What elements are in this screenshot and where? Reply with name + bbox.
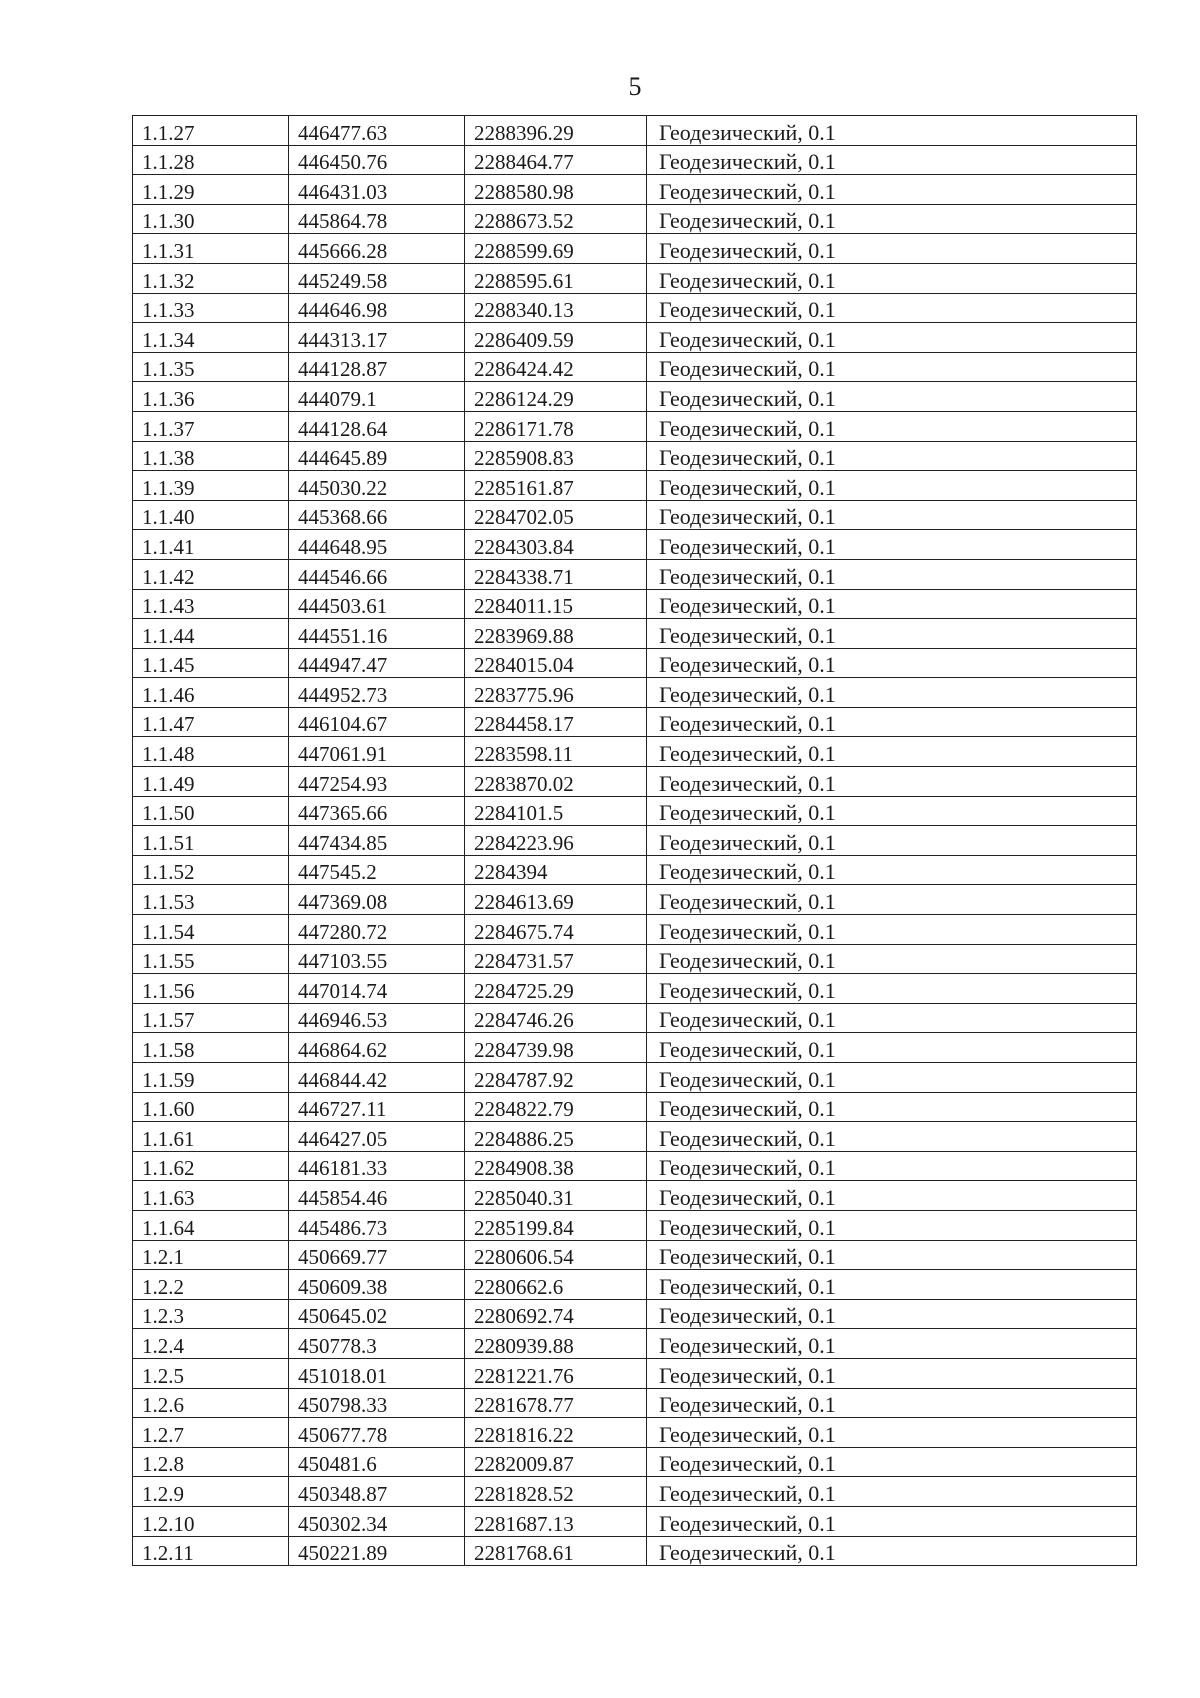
method-accuracy-cell: Геодезический, 0.1 (647, 471, 1137, 501)
table-row (133, 263, 1137, 293)
method-accuracy-cell: Геодезический, 0.1 (647, 234, 1137, 264)
method-accuracy-cell: Геодезический, 0.1 (647, 974, 1137, 1004)
page-number: 5 (628, 72, 642, 101)
method-accuracy-cell: Геодезический, 0.1 (647, 678, 1137, 708)
y-coordinate-cell: 2281678.77 (465, 1388, 647, 1418)
y-coordinate-cell: 2282009.87 (465, 1447, 647, 1477)
x-coordinate-cell: 447434.85 (289, 826, 465, 856)
table-row (133, 559, 1137, 589)
table-row (133, 411, 1137, 441)
x-coordinate-cell: 450302.34 (289, 1506, 465, 1536)
x-coordinate-cell: 446431.03 (289, 175, 465, 205)
y-coordinate-cell: 2286409.59 (465, 323, 647, 353)
method-accuracy-cell: Геодезический, 0.1 (647, 1151, 1137, 1181)
x-coordinate-cell: 444503.61 (289, 589, 465, 619)
table-row (133, 1151, 1137, 1181)
point-number-cell: 1.2.7 (133, 1418, 289, 1448)
table-row (133, 737, 1137, 767)
method-accuracy-cell: Геодезический, 0.1 (647, 1447, 1137, 1477)
method-accuracy-cell: Геодезический, 0.1 (647, 1003, 1137, 1033)
y-coordinate-cell: 2284613.69 (465, 885, 647, 915)
point-number-cell: 1.1.28 (133, 145, 289, 175)
method-accuracy-cell: Геодезический, 0.1 (647, 441, 1137, 471)
method-accuracy-cell: Геодезический, 0.1 (647, 1329, 1137, 1359)
point-number-cell: 1.1.49 (133, 767, 289, 797)
table-row (133, 323, 1137, 353)
table-row (133, 1122, 1137, 1152)
point-number-cell: 1.2.8 (133, 1447, 289, 1477)
y-coordinate-cell: 2288340.13 (465, 293, 647, 323)
x-coordinate-cell: 446477.63 (289, 116, 465, 146)
point-number-cell: 1.2.2 (133, 1270, 289, 1300)
x-coordinate-cell: 447014.74 (289, 974, 465, 1004)
y-coordinate-cell: 2284015.04 (465, 648, 647, 678)
y-coordinate-cell: 2280662.6 (465, 1270, 647, 1300)
table-row (133, 678, 1137, 708)
y-coordinate-cell: 2288464.77 (465, 145, 647, 175)
y-coordinate-cell: 2284702.05 (465, 500, 647, 530)
point-number-cell: 1.1.37 (133, 411, 289, 441)
table-row (133, 796, 1137, 826)
table-row (133, 1299, 1137, 1329)
point-number-cell: 1.1.35 (133, 352, 289, 382)
table-row (133, 175, 1137, 205)
method-accuracy-cell: Геодезический, 0.1 (647, 1477, 1137, 1507)
point-number-cell: 1.1.60 (133, 1092, 289, 1122)
point-number-cell: 1.1.27 (133, 116, 289, 146)
table-row (133, 1092, 1137, 1122)
point-number-cell: 1.1.53 (133, 885, 289, 915)
y-coordinate-cell: 2285199.84 (465, 1210, 647, 1240)
point-number-cell: 1.1.44 (133, 619, 289, 649)
point-number-cell: 1.1.61 (133, 1122, 289, 1152)
method-accuracy-cell: Геодезический, 0.1 (647, 116, 1137, 146)
y-coordinate-cell: 2281828.52 (465, 1477, 647, 1507)
table-row (133, 145, 1137, 175)
method-accuracy-cell: Геодезический, 0.1 (647, 145, 1137, 175)
point-number-cell: 1.1.32 (133, 263, 289, 293)
point-number-cell: 1.1.31 (133, 234, 289, 264)
method-accuracy-cell: Геодезический, 0.1 (647, 411, 1137, 441)
y-coordinate-cell: 2284101.5 (465, 796, 647, 826)
table-row (133, 1181, 1137, 1211)
point-number-cell: 1.1.34 (133, 323, 289, 353)
x-coordinate-cell: 445249.58 (289, 263, 465, 293)
y-coordinate-cell: 2280939.88 (465, 1329, 647, 1359)
point-number-cell: 1.1.29 (133, 175, 289, 205)
x-coordinate-cell: 444947.47 (289, 648, 465, 678)
method-accuracy-cell: Геодезический, 0.1 (647, 1210, 1137, 1240)
table-row (133, 855, 1137, 885)
table-row (133, 767, 1137, 797)
method-accuracy-cell: Геодезический, 0.1 (647, 737, 1137, 767)
x-coordinate-cell: 445666.28 (289, 234, 465, 264)
y-coordinate-cell: 2284787.92 (465, 1063, 647, 1093)
y-coordinate-cell: 2284739.98 (465, 1033, 647, 1063)
x-coordinate-cell: 447280.72 (289, 915, 465, 945)
point-number-cell: 1.1.63 (133, 1181, 289, 1211)
method-accuracy-cell: Геодезический, 0.1 (647, 1033, 1137, 1063)
point-number-cell: 1.1.38 (133, 441, 289, 471)
method-accuracy-cell: Геодезический, 0.1 (647, 1122, 1137, 1152)
table-row (133, 1240, 1137, 1270)
x-coordinate-cell: 446844.42 (289, 1063, 465, 1093)
point-number-cell: 1.1.51 (133, 826, 289, 856)
method-accuracy-cell: Геодезический, 0.1 (647, 1092, 1137, 1122)
method-accuracy-cell: Геодезический, 0.1 (647, 589, 1137, 619)
y-coordinate-cell: 2281687.13 (465, 1506, 647, 1536)
y-coordinate-cell: 2280606.54 (465, 1240, 647, 1270)
point-number-cell: 1.1.30 (133, 204, 289, 234)
x-coordinate-cell: 445486.73 (289, 1210, 465, 1240)
point-number-cell: 1.1.57 (133, 1003, 289, 1033)
x-coordinate-cell: 450778.3 (289, 1329, 465, 1359)
method-accuracy-cell: Геодезический, 0.1 (647, 1418, 1137, 1448)
table-row (133, 1536, 1137, 1566)
x-coordinate-cell: 444551.16 (289, 619, 465, 649)
x-coordinate-cell: 450348.87 (289, 1477, 465, 1507)
x-coordinate-cell: 444648.95 (289, 530, 465, 560)
method-accuracy-cell: Геодезический, 0.1 (647, 175, 1137, 205)
table-row (133, 619, 1137, 649)
table-row (133, 826, 1137, 856)
method-accuracy-cell: Геодезический, 0.1 (647, 885, 1137, 915)
table-row (133, 1447, 1137, 1477)
coordinates-table-body (133, 116, 1137, 1566)
method-accuracy-cell: Геодезический, 0.1 (647, 1063, 1137, 1093)
table-row (133, 707, 1137, 737)
x-coordinate-cell: 444313.17 (289, 323, 465, 353)
table-row (133, 1063, 1137, 1093)
x-coordinate-cell: 447365.66 (289, 796, 465, 826)
method-accuracy-cell: Геодезический, 0.1 (647, 293, 1137, 323)
y-coordinate-cell: 2288599.69 (465, 234, 647, 264)
table-row (133, 589, 1137, 619)
x-coordinate-cell: 445864.78 (289, 204, 465, 234)
table-row (133, 1477, 1137, 1507)
table-row (133, 116, 1137, 146)
method-accuracy-cell: Геодезический, 0.1 (647, 352, 1137, 382)
x-coordinate-cell: 450481.6 (289, 1447, 465, 1477)
y-coordinate-cell: 2284223.96 (465, 826, 647, 856)
x-coordinate-cell: 444645.89 (289, 441, 465, 471)
y-coordinate-cell: 2288396.29 (465, 116, 647, 146)
y-coordinate-cell: 2283969.88 (465, 619, 647, 649)
table-row (133, 1388, 1137, 1418)
x-coordinate-cell: 445030.22 (289, 471, 465, 501)
method-accuracy-cell: Геодезический, 0.1 (647, 323, 1137, 353)
y-coordinate-cell: 2284886.25 (465, 1122, 647, 1152)
method-accuracy-cell: Геодезический, 0.1 (647, 855, 1137, 885)
table-row (133, 234, 1137, 264)
y-coordinate-cell: 2284725.29 (465, 974, 647, 1004)
method-accuracy-cell: Геодезический, 0.1 (647, 1181, 1137, 1211)
x-coordinate-cell: 450221.89 (289, 1536, 465, 1566)
method-accuracy-cell: Геодезический, 0.1 (647, 263, 1137, 293)
point-number-cell: 1.2.10 (133, 1506, 289, 1536)
x-coordinate-cell: 445854.46 (289, 1181, 465, 1211)
point-number-cell: 1.1.54 (133, 915, 289, 945)
x-coordinate-cell: 450677.78 (289, 1418, 465, 1448)
point-number-cell: 1.1.59 (133, 1063, 289, 1093)
x-coordinate-cell: 450798.33 (289, 1388, 465, 1418)
x-coordinate-cell: 447061.91 (289, 737, 465, 767)
table-row (133, 441, 1137, 471)
point-number-cell: 1.2.9 (133, 1477, 289, 1507)
x-coordinate-cell: 450645.02 (289, 1299, 465, 1329)
table-row (133, 944, 1137, 974)
point-number-cell: 1.1.62 (133, 1151, 289, 1181)
point-number-cell: 1.1.52 (133, 855, 289, 885)
point-number-cell: 1.1.45 (133, 648, 289, 678)
point-number-cell: 1.1.46 (133, 678, 289, 708)
table-row (133, 530, 1137, 560)
y-coordinate-cell: 2283870.02 (465, 767, 647, 797)
method-accuracy-cell: Геодезический, 0.1 (647, 619, 1137, 649)
method-accuracy-cell: Геодезический, 0.1 (647, 826, 1137, 856)
coordinates-table (132, 115, 1137, 1566)
x-coordinate-cell: 447369.08 (289, 885, 465, 915)
method-accuracy-cell: Геодезический, 0.1 (647, 915, 1137, 945)
x-coordinate-cell: 444079.1 (289, 382, 465, 412)
x-coordinate-cell: 447545.2 (289, 855, 465, 885)
x-coordinate-cell: 444646.98 (289, 293, 465, 323)
point-number-cell: 1.1.33 (133, 293, 289, 323)
method-accuracy-cell: Геодезический, 0.1 (647, 944, 1137, 974)
x-coordinate-cell: 446864.62 (289, 1033, 465, 1063)
x-coordinate-cell: 446104.67 (289, 707, 465, 737)
point-number-cell: 1.1.55 (133, 944, 289, 974)
x-coordinate-cell: 450669.77 (289, 1240, 465, 1270)
table-row (133, 500, 1137, 530)
method-accuracy-cell: Геодезический, 0.1 (647, 707, 1137, 737)
y-coordinate-cell: 2281768.61 (465, 1536, 647, 1566)
point-number-cell: 1.1.36 (133, 382, 289, 412)
x-coordinate-cell: 446427.05 (289, 1122, 465, 1152)
y-coordinate-cell: 2285040.31 (465, 1181, 647, 1211)
x-coordinate-cell: 446946.53 (289, 1003, 465, 1033)
table-row (133, 1270, 1137, 1300)
method-accuracy-cell: Геодезический, 0.1 (647, 1388, 1137, 1418)
point-number-cell: 1.2.4 (133, 1329, 289, 1359)
x-coordinate-cell: 444128.87 (289, 352, 465, 382)
method-accuracy-cell: Геодезический, 0.1 (647, 204, 1137, 234)
x-coordinate-cell: 445368.66 (289, 500, 465, 530)
y-coordinate-cell: 2285161.87 (465, 471, 647, 501)
point-number-cell: 1.1.47 (133, 707, 289, 737)
method-accuracy-cell: Геодезический, 0.1 (647, 1358, 1137, 1388)
y-coordinate-cell: 2284675.74 (465, 915, 647, 945)
x-coordinate-cell: 444952.73 (289, 678, 465, 708)
x-coordinate-cell: 451018.01 (289, 1358, 465, 1388)
y-coordinate-cell: 2288595.61 (465, 263, 647, 293)
point-number-cell: 1.1.58 (133, 1033, 289, 1063)
y-coordinate-cell: 2284338.71 (465, 559, 647, 589)
y-coordinate-cell: 2288673.52 (465, 204, 647, 234)
table-row (133, 1506, 1137, 1536)
method-accuracy-cell: Геодезический, 0.1 (647, 1270, 1137, 1300)
method-accuracy-cell: Геодезический, 0.1 (647, 530, 1137, 560)
point-number-cell: 1.1.42 (133, 559, 289, 589)
y-coordinate-cell: 2284394 (465, 855, 647, 885)
table-row (133, 293, 1137, 323)
method-accuracy-cell: Геодезический, 0.1 (647, 648, 1137, 678)
table-row (133, 1358, 1137, 1388)
point-number-cell: 1.2.5 (133, 1358, 289, 1388)
y-coordinate-cell: 2283598.11 (465, 737, 647, 767)
method-accuracy-cell: Геодезический, 0.1 (647, 382, 1137, 412)
y-coordinate-cell: 2288580.98 (465, 175, 647, 205)
point-number-cell: 1.1.39 (133, 471, 289, 501)
y-coordinate-cell: 2286171.78 (465, 411, 647, 441)
y-coordinate-cell: 2284908.38 (465, 1151, 647, 1181)
x-coordinate-cell: 444128.64 (289, 411, 465, 441)
x-coordinate-cell: 450609.38 (289, 1270, 465, 1300)
y-coordinate-cell: 2285908.83 (465, 441, 647, 471)
point-number-cell: 1.2.3 (133, 1299, 289, 1329)
y-coordinate-cell: 2284822.79 (465, 1092, 647, 1122)
table-row (133, 1033, 1137, 1063)
point-number-cell: 1.1.50 (133, 796, 289, 826)
y-coordinate-cell: 2284731.57 (465, 944, 647, 974)
method-accuracy-cell: Геодезический, 0.1 (647, 796, 1137, 826)
y-coordinate-cell: 2281221.76 (465, 1358, 647, 1388)
y-coordinate-cell: 2281816.22 (465, 1418, 647, 1448)
point-number-cell: 1.2.11 (133, 1536, 289, 1566)
table-row (133, 885, 1137, 915)
point-number-cell: 1.2.6 (133, 1388, 289, 1418)
table-row (133, 204, 1137, 234)
point-number-cell: 1.1.48 (133, 737, 289, 767)
y-coordinate-cell: 2284746.26 (465, 1003, 647, 1033)
method-accuracy-cell: Геодезический, 0.1 (647, 1506, 1137, 1536)
y-coordinate-cell: 2283775.96 (465, 678, 647, 708)
x-coordinate-cell: 446450.76 (289, 145, 465, 175)
method-accuracy-cell: Геодезический, 0.1 (647, 559, 1137, 589)
method-accuracy-cell: Геодезический, 0.1 (647, 1299, 1137, 1329)
x-coordinate-cell: 446181.33 (289, 1151, 465, 1181)
method-accuracy-cell: Геодезический, 0.1 (647, 500, 1137, 530)
y-coordinate-cell: 2280692.74 (465, 1299, 647, 1329)
method-accuracy-cell: Геодезический, 0.1 (647, 767, 1137, 797)
table-row (133, 382, 1137, 412)
table-row (133, 1418, 1137, 1448)
point-number-cell: 1.1.43 (133, 589, 289, 619)
x-coordinate-cell: 446727.11 (289, 1092, 465, 1122)
x-coordinate-cell: 444546.66 (289, 559, 465, 589)
y-coordinate-cell: 2284303.84 (465, 530, 647, 560)
y-coordinate-cell: 2286124.29 (465, 382, 647, 412)
point-number-cell: 1.1.40 (133, 500, 289, 530)
y-coordinate-cell: 2284458.17 (465, 707, 647, 737)
point-number-cell: 1.1.56 (133, 974, 289, 1004)
table-row (133, 915, 1137, 945)
y-coordinate-cell: 2284011.15 (465, 589, 647, 619)
table-row (133, 1210, 1137, 1240)
x-coordinate-cell: 447254.93 (289, 767, 465, 797)
table-row (133, 471, 1137, 501)
point-number-cell: 1.1.41 (133, 530, 289, 560)
method-accuracy-cell: Геодезический, 0.1 (647, 1536, 1137, 1566)
table-row (133, 1003, 1137, 1033)
table-row (133, 974, 1137, 1004)
point-number-cell: 1.2.1 (133, 1240, 289, 1270)
table-row (133, 1329, 1137, 1359)
y-coordinate-cell: 2286424.42 (465, 352, 647, 382)
x-coordinate-cell: 447103.55 (289, 944, 465, 974)
method-accuracy-cell: Геодезический, 0.1 (647, 1240, 1137, 1270)
table-row (133, 648, 1137, 678)
point-number-cell: 1.1.64 (133, 1210, 289, 1240)
table-row (133, 352, 1137, 382)
